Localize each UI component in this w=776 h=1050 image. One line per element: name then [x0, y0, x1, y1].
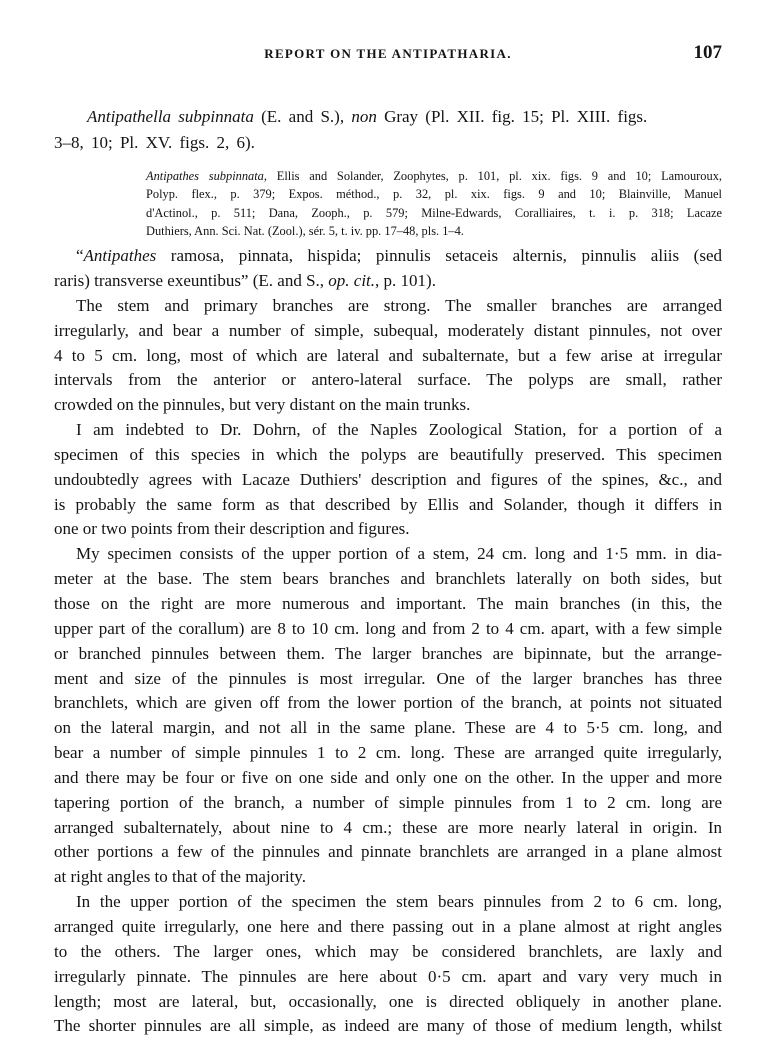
synonymy-line-2: Polyp. flex., p. 379; Expos. méthod., p. 32, pl. xix. figs. 9 and 10; Blainville, Manuel — [146, 187, 722, 202]
synonymy-line-3: d'Actinol., p. 511; Dana, Zooph., p. 579; Milne-Edwards, Coralliaires, t. i. p. 318; Lacaze — [146, 205, 722, 220]
text-line: intervals from the anterior or antero-lateral surface. The polyps are small, rather — [54, 370, 722, 390]
text-line: irregularly, and bear a number of simple, subequal, moderately distant pinnules, not over — [54, 320, 722, 340]
text-line: on the lateral margin, and not all in the same plane. These are 4 to 5·5 cm. long, and — [54, 718, 722, 738]
text-line: ment and size of the pinnules is most irregular. One of the larger branches has three — [54, 668, 722, 688]
species-name: Antipathella subpinnata — [87, 107, 254, 126]
text-line: tapering portion of the branch, a number of simple pinnules from 1 to 2 cm. long are — [54, 792, 722, 812]
original-diagnosis-quote — [54, 244, 722, 294]
species-authority: (E. and S.), — [253, 107, 352, 126]
species-non: non — [351, 107, 377, 126]
text-line: to the others. The larger ones, which may be considered branchlets, are laxly and — [54, 941, 722, 961]
synonymy-line — [146, 167, 722, 185]
paragraph-specimen — [54, 542, 722, 890]
species-heading-line2: 3–8, 10; Pl. XV. figs. 2, 6). — [54, 133, 255, 152]
synonymy-taxon: Antipathes subpinnata, — [146, 169, 267, 183]
text-line: at right angles to that of the majority. — [54, 867, 306, 887]
synonymy-line-4: Duthiers, Ann. Sci. Nat. (Zool.), sér. 5, t. iv. pp. 17–48, pls. 1–4. — [146, 223, 464, 238]
text-line: crowded on the pinnules, but very distant on the main trunks. — [54, 395, 471, 415]
text-line: length; most are lateral, but, occasionally, one is directed obliquely in another plane. — [54, 991, 722, 1011]
page-number: 107 — [693, 42, 722, 63]
text-line: upper part of the corallum) are 8 to 10 cm. long and from 2 to 4 cm. apart, with a few simple — [54, 618, 722, 638]
quote-line1-rest: ramosa, pinnata, hispida; pinnulis setaceis alternis, pinnulis aliis (sed — [156, 246, 722, 266]
text-line: The shorter pinnules are all simple, as indeed are many of those of medium length, whilst — [54, 1016, 722, 1036]
quote-open: “ — [76, 246, 84, 266]
quote-line2-a: raris) transverse exeuntibus” (E. and S., — [54, 271, 329, 291]
paragraph-acknowledgement — [54, 418, 722, 542]
text-line: meter at the base. The stem bears branches and branchlets laterally on both sides, but — [54, 569, 722, 589]
text-line: is probably the same form as that described by Ellis and Solander, though it differs in — [54, 494, 722, 514]
quote-op-cit: op. cit. — [328, 271, 376, 291]
synonymy-block — [146, 167, 722, 240]
text-line: 4 to 5 cm. long, most of which are lateral and subalternate, but a few arise at irregular — [54, 345, 722, 365]
text-line: and there may be four or five on one side and only one on the other. In the upper and more — [54, 767, 722, 787]
quote-line-2 — [54, 269, 722, 294]
body-text — [54, 104, 722, 1039]
text-line: one or two points from their description and figures. — [54, 519, 410, 539]
text-line: The stem and primary branches are strong. The smaller branches are arranged — [76, 295, 722, 315]
synonymy-line1-rest: Ellis and Solander, Zoophytes, p. 101, pl. xix. figs. 9 and 10; Lamouroux, — [266, 169, 722, 183]
text-line: undoubtedly agrees with Lacaze Duthiers' description and figures of the spines, &c., and — [54, 469, 722, 489]
text-line: bear a number of simple pinnules 1 to 2 cm. long. These are arranged quite irregularly, — [54, 743, 722, 763]
running-head — [0, 42, 776, 70]
text-line: those on the right are more numerous and important. The main branches (in this, the — [54, 594, 722, 613]
species-heading-rest: Gray (Pl. XII. fig. 15; Pl. XIII. figs. — [376, 107, 648, 126]
text-line: My specimen consists of the upper portion of a stem, 24 cm. long and 1·5 mm. in dia- — [76, 544, 722, 564]
paragraph-description — [54, 294, 722, 418]
quote-line-1 — [54, 244, 722, 269]
text-line: specimen of this species in which the polyps are beautifully preserved. This specimen — [54, 444, 722, 464]
text-line: branchlets, which are given off from the lower portion of the branch, at points not situated — [54, 693, 722, 713]
text-line: other portions a few of the pinnules and pinnate branchlets are arranged in a plane almost — [54, 842, 722, 862]
text-line: or branched pinnules between them. The larger branches are bipinnate, but the arrange- — [54, 643, 722, 663]
text-line: irregularly pinnate. The pinnules are here about 0·5 cm. apart and vary very much in — [54, 966, 722, 986]
species-heading — [54, 104, 722, 156]
paragraph-upper-portion — [54, 890, 722, 1039]
text-line: I am indebted to Dr. Dohrn, of the Naples Zoological Station, for a portion of a — [76, 420, 722, 440]
text-line: arranged subalternately, about nine to 4 cm.; these are more nearly lateral in origin. In — [54, 817, 722, 837]
running-title: REPORT ON THE ANTIPATHARIA. — [264, 46, 512, 61]
text-line: In the upper portion of the specimen the stem bears pinnules from 2 to 6 cm. long, — [76, 892, 722, 912]
text-line: arranged quite irregularly, one here and there passing out in a plane almost at right angles — [54, 916, 722, 936]
quote-genus: Antipathes — [83, 246, 157, 266]
quote-line2-b: , p. 101). — [375, 271, 436, 291]
